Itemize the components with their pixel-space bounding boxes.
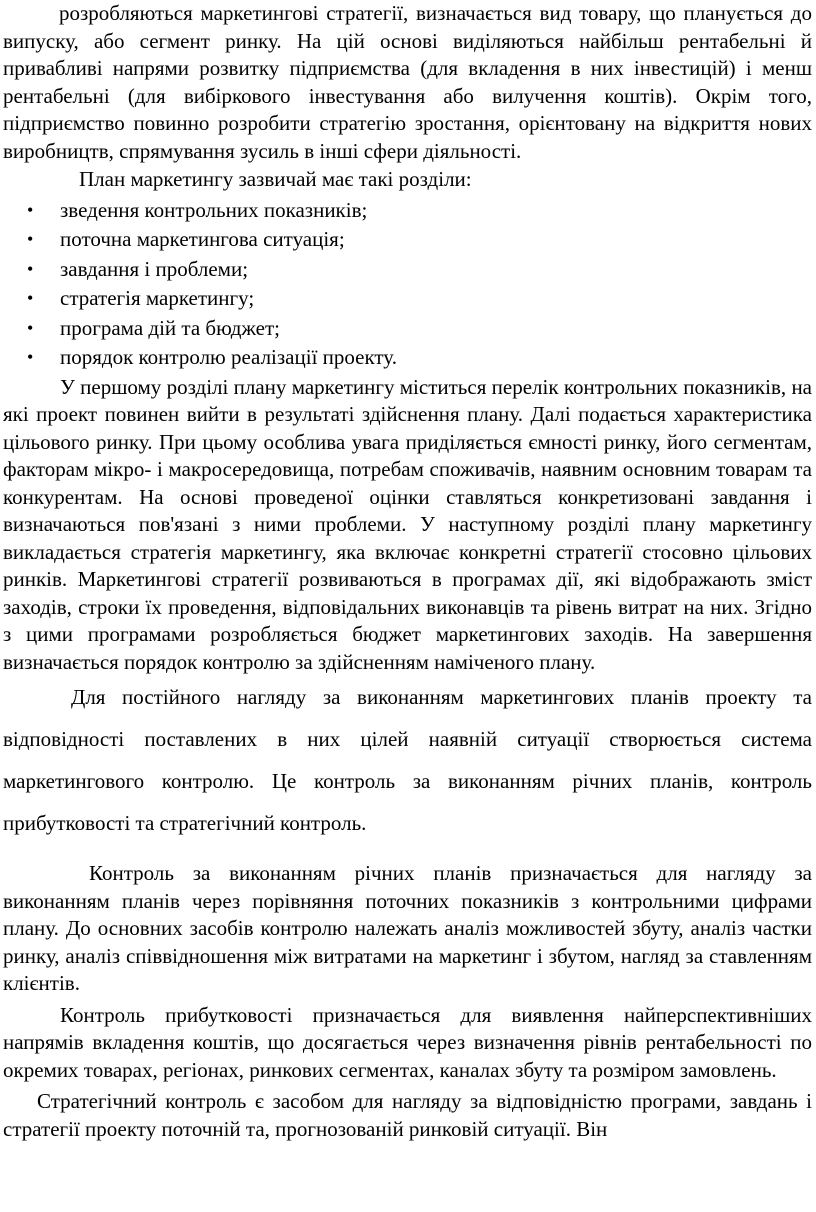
bullet-icon: •: [27, 199, 34, 220]
bullet-icon: •: [27, 258, 34, 279]
plan-sections-list: [3, 196, 812, 373]
list-item-text: стратегія маркетингу;: [60, 286, 255, 310]
paragraph-annual-plan-control: Контроль за виконанням річних планів призначається для нагляду за виконанням планів через порівняння поточних показників з контрольними цифрами плану. До основних засобів контролю належать аналіз можливостей збуту, аналіз частки ринку, аналіз співвідношення між витратами на маркетинг і збутом, нагляд за ставленням клієнтів.: [3, 861, 812, 995]
list-item-text: програма дій та бюджет;: [60, 315, 280, 340]
paragraph-profitability-control: Контроль прибутковості призначається для виявлення найперспективніших напрямів вкладення коштів, що досягається через визначення рівнів рентабельності по окремих товарах, регіонах, ринкових сегментах, каналах збуту та розміром замовлень.: [3, 1002, 812, 1082]
bullet-icon: •: [27, 288, 34, 308]
list-item: [3, 225, 812, 255]
paragraph-intro: розробляються маркетингові стратегії, визначається вид товару, що планується до випуску, або сегмент ринку. На цій основі виділяються найбільш рентабельні й привабливі напрями розвитку підприємства (для вкладення в них інвестицій) і менш рентабельні (для вибіркового інвестування або вилучення коштів). Окрім того, підприємство повинно розробити стратегію зростання, орієнтовану на відкриття нових виробництв, спрямування зусиль в інші сфери діяльності.: [3, 1, 812, 163]
list-item-text: поточна маркетингова ситуація;: [60, 227, 345, 251]
paragraph-first-section: У першому розділі плану маркетингу міститься перелік контрольних показників, на які проект повинен вийти в результаті здійснення плану. Далі подається характеристика цільового ринку. При цьому особлива увага приділяється ємності ринку, його сегментам, факторам мікро- і макросередовища, потребам споживачів, наявним основним товарам та конкурентам. На основі проведеної оцінки ставляться конкретизовані завдання і визначаються пов'язані з ними проблеми. У наступному розділі плану маркетингу викладається стратегія маркетингу, яка включає конкретні стратегії стосовно цільових ринків. Маркетингові стратегії розвиваються в програмах дії, які відображають зміст заходів, строки їх проведення, відповідальних виконавців та рівень витрат на них. Згідно з цими програмами розробляється бюджет маркетингових заходів. На завершення визначається порядок контролю за здійсненням наміченого плану.: [3, 374, 812, 674]
paragraph-plan-sections-lead: План маркетингу зазвичай має такі розділи:: [79, 167, 472, 191]
bullet-icon: •: [27, 317, 34, 338]
paragraph-strategic-control: Стратегічний контроль є засобом для нагляду за відповідністю програми, завдань і стратегії проекту поточній та, прогнозованій ринковій ситуації. Він: [3, 1089, 812, 1141]
bullet-icon: •: [27, 229, 34, 249]
list-item: [3, 284, 812, 314]
list-item-text: зведення контрольних показників;: [60, 197, 368, 222]
list-item: [3, 196, 812, 226]
list-item-text: порядок контролю реалізації проекту.: [60, 345, 397, 369]
list-item: [3, 314, 812, 344]
list-item-text: завдання і проблеми;: [60, 256, 249, 281]
bullet-icon: •: [27, 347, 34, 367]
document-page: [3, 0, 812, 1143]
list-item: [3, 255, 812, 285]
paragraph-marketing-control: Для постійного нагляду за виконанням маркетингових планів проекту та відповідності поставлених в них цілей наявній ситуації створюється система маркетингового контролю. Це контроль за виконанням річних планів, контроль прибутковості та стратегічний контроль.: [3, 685, 812, 835]
list-item: [3, 343, 812, 373]
